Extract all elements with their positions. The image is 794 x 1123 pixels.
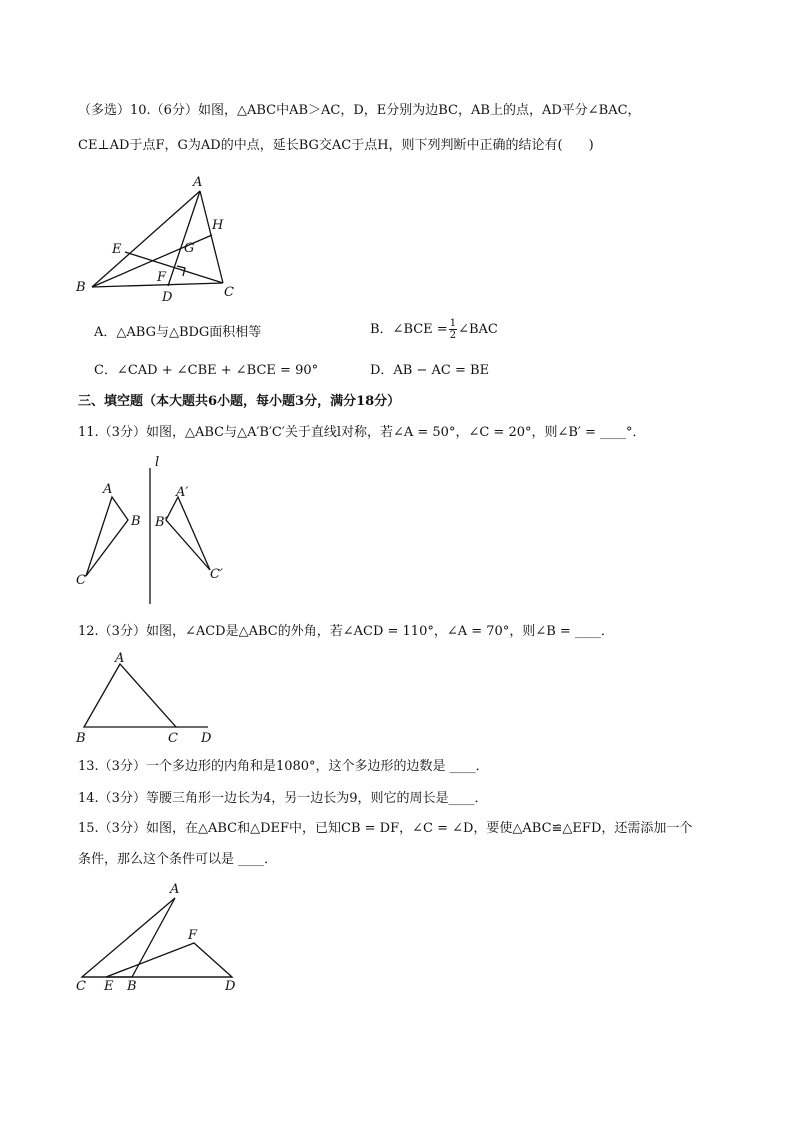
q10-option-b [370, 318, 498, 341]
q10-option-c: C．∠CAD + ∠CBE + ∠BCE = 90° [94, 363, 319, 378]
q11-symmetry-figure [70, 452, 240, 607]
q11-label-c-prime: C′ [210, 567, 223, 582]
q10-right-angle-mark [177, 266, 185, 276]
q12-exterior-angle-figure [70, 648, 220, 748]
q11-label-b: B [131, 514, 141, 529]
q14-text: 14.（3分）等腰三角形一边长为4，另一边长为9，则它的周长是____． [78, 791, 488, 806]
q11-triangle-abc [86, 497, 128, 576]
q11-label-c: C [76, 573, 86, 588]
q10-side-ac [200, 191, 223, 283]
q15-triangle-abc [82, 898, 175, 977]
q11-label-a: A [103, 482, 113, 497]
q15-text-line1: 15.（3分）如图，在△ABC和△DEF中，已知CB = DF，∠C = ∠D，要使△ABC≌△EFD，还需添加一个 [78, 821, 693, 836]
q11-label-b-prime: B′ [155, 515, 168, 530]
q10-label-c: C [224, 285, 234, 300]
q10-option-a: A．△ABG与△BDG面积相等 [94, 325, 262, 340]
q15-label-a: A [170, 882, 180, 897]
q10-option-b-prefix: B．∠BCE = [370, 322, 448, 337]
q15-label-f: F [188, 928, 198, 943]
q10-label-b: B [76, 280, 86, 295]
q11-label-l: l [155, 455, 160, 470]
q10-option-b-numerator: 1 [449, 318, 457, 329]
q11-triangle-a1b1c1 [166, 497, 210, 570]
q10-option-d: D．AB − AC = BE [370, 363, 490, 378]
q10-text-line2: CE⊥AD于点F，G为AD的中点，延长BG交AC于点H，则下列判断中正确的结论有( ) [78, 138, 594, 153]
q15-label-c: C [76, 979, 86, 994]
q10-option-b-denominator: 2 [449, 330, 457, 341]
q12-triangle-abc [84, 664, 176, 727]
q10-option-b-suffix: ∠BAC [458, 322, 498, 337]
q11-text: 11.（3分）如图，△ABC与△A′B′C′关于直线l对称，若∠A = 50°，∠C = 20°，则∠B′ = ____°． [78, 425, 646, 440]
q15-triangles-figure [70, 876, 250, 996]
q15-label-d: D [225, 979, 236, 994]
q10-label-e: E [112, 242, 122, 257]
q10-option-b-fraction [449, 318, 457, 341]
q12-label-b: B [76, 731, 86, 746]
q10-segment-ce [125, 252, 223, 283]
q10-label-f: F [157, 270, 167, 285]
q13-text: 13.（3分）一个多边形的内角和是1080°，这个多边形的边数是 ____． [78, 759, 489, 774]
q10-text-line1: （多选）10.（6分）如图，△ABC中AB＞AC，D，E分别为边BC，AB上的点，AD平分∠BAC， [78, 103, 641, 118]
q10-label-d: D [162, 290, 173, 305]
q15-text-line2: 条件，那么这个条件可以是 ____． [78, 852, 278, 867]
q12-text: 12.（3分）如图，∠ACD是△ABC的外角，若∠ACD = 110°，∠A = 70°，则∠B = ____． [78, 624, 614, 639]
q12-label-d: D [201, 731, 212, 746]
q15-triangle-def [106, 943, 232, 977]
q15-label-b: B [127, 979, 137, 994]
section-3-heading: 三、填空题（本大题共6小题，每小题3分，满分18分） [78, 394, 401, 409]
q12-label-a: A [115, 651, 125, 666]
q15-label-e: E [104, 979, 114, 994]
q12-label-c: C [168, 731, 178, 746]
q10-triangle-figure [70, 170, 250, 305]
q10-label-g: G [184, 241, 195, 256]
q11-label-a-prime: A′ [176, 485, 189, 500]
q10-label-h: H [212, 218, 224, 233]
q10-label-a: A [193, 175, 203, 190]
